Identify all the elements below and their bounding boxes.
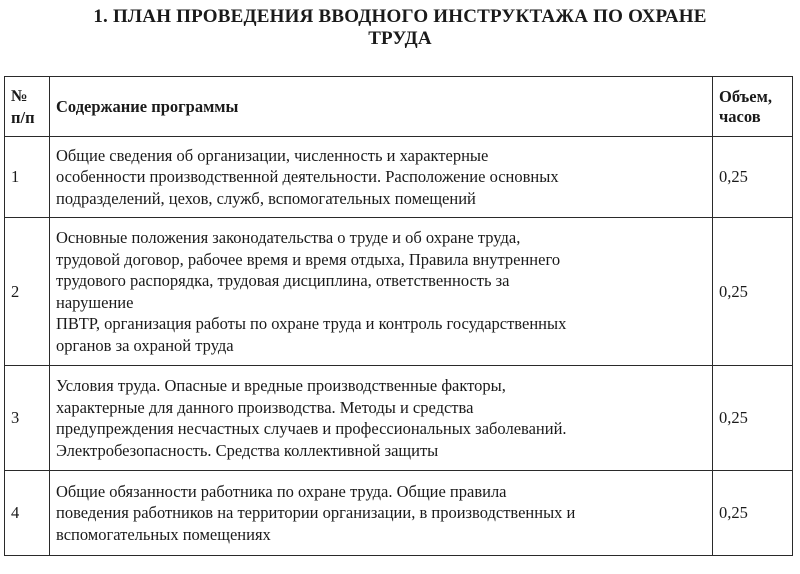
content-line: подразделений, цехов, служб, вспомогательных помещений bbox=[56, 188, 476, 208]
header-content: Содержание программы bbox=[50, 77, 713, 137]
content-line: Электробезопасность. Средства коллективной защиты bbox=[56, 440, 439, 460]
content-line: трудового распорядка, трудовая дисциплина, ответственность за bbox=[56, 271, 510, 290]
row-content bbox=[50, 137, 713, 218]
content-line: нарушение bbox=[56, 292, 134, 312]
table-header-row bbox=[5, 77, 793, 137]
content-line: органов за охраной труда bbox=[56, 335, 234, 355]
row-hours: 0,25 bbox=[713, 366, 793, 471]
content-line: предупреждения несчастных случаев и профессиональных заболеваний. bbox=[56, 419, 567, 438]
row-number: 3 bbox=[5, 366, 50, 471]
row-hours: 0,25 bbox=[713, 471, 793, 556]
table-row bbox=[5, 137, 793, 218]
content-line: ПВТР, организация работы по охране труда и контроль государственных bbox=[56, 314, 567, 333]
content-line: характерные для данного производства. Методы и средства bbox=[56, 397, 474, 417]
title-line-1: 1. ПЛАН ПРОВЕДЕНИЯ ВВОДНОГО ИНСТРУКТАЖА ПО ОХРАНЕ bbox=[93, 6, 707, 27]
content-line: вспомогательных помещениях bbox=[56, 524, 271, 544]
header-hours bbox=[713, 77, 793, 137]
row-content bbox=[50, 218, 713, 366]
content-line: Основные положения законодательства о труде и об охране труда, bbox=[56, 228, 521, 247]
content-line: Условия труда. Опасные и вредные производственные факторы, bbox=[56, 376, 506, 395]
table-row bbox=[5, 218, 793, 366]
content-line: Общие обязанности работника по охране труда. Общие правила bbox=[56, 481, 507, 501]
content-line: трудовой договор, рабочее время и время отдыха, Правила внутреннего bbox=[56, 249, 561, 269]
title-line-2: ТРУДА bbox=[368, 28, 432, 49]
header-hours-line-1: Объем, bbox=[719, 86, 772, 106]
row-content bbox=[50, 366, 713, 471]
document-title bbox=[80, 6, 720, 50]
row-hours: 0,25 bbox=[713, 137, 793, 218]
content-line: поведения работников на территории организации, в производственных и bbox=[56, 503, 576, 523]
row-number: 2 bbox=[5, 218, 50, 366]
content-line: особенности производственной деятельности. Расположение основных bbox=[56, 167, 559, 187]
header-hours-line-2: часов bbox=[719, 106, 761, 126]
header-number-abbr: п/п bbox=[11, 107, 35, 127]
row-content bbox=[50, 471, 713, 556]
content-line: Общие сведения об организации, численность и характерные bbox=[56, 145, 489, 165]
row-hours: 0,25 bbox=[713, 218, 793, 366]
row-number: 1 bbox=[5, 137, 50, 218]
instruction-program-table bbox=[4, 76, 793, 556]
row-number: 4 bbox=[5, 471, 50, 556]
header-number bbox=[5, 77, 50, 137]
table-row bbox=[5, 366, 793, 471]
table-row bbox=[5, 471, 793, 556]
header-number-symbol: № bbox=[11, 86, 28, 105]
